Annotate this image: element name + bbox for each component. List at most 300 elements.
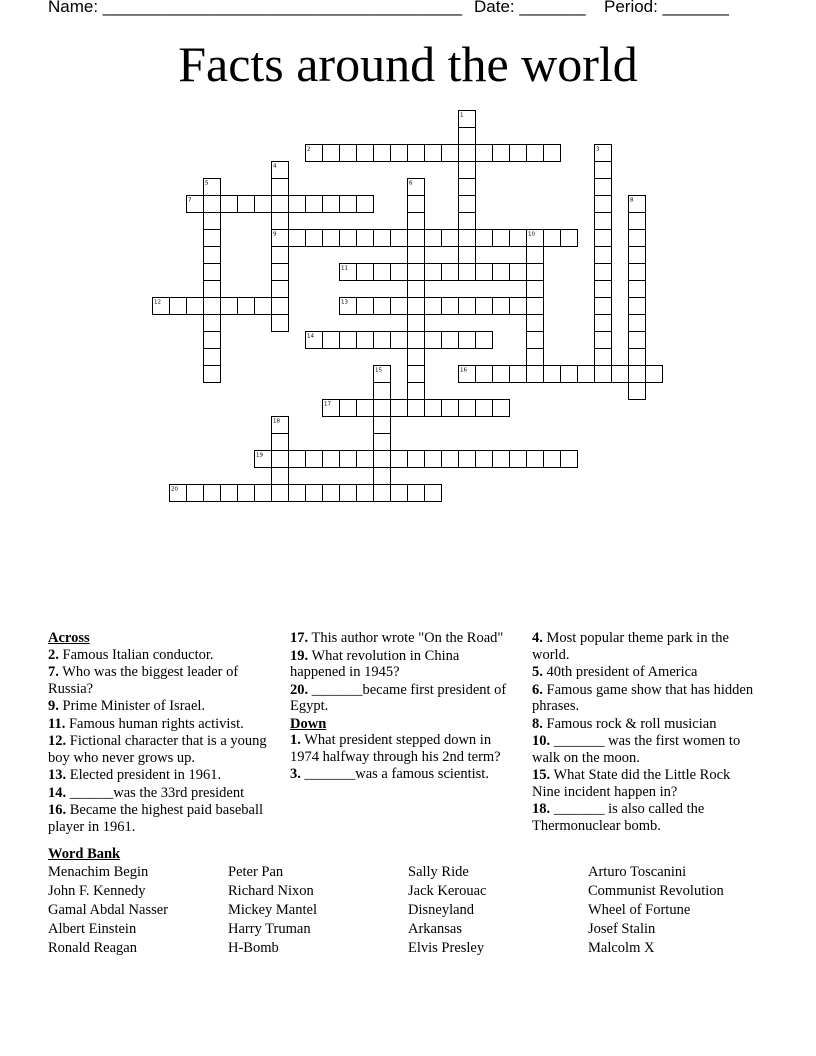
crossword-cell[interactable] (289, 451, 306, 468)
down-heading: Down (290, 715, 327, 732)
crossword-cell[interactable] (272, 247, 289, 264)
crossword-cell[interactable] (425, 451, 442, 468)
crossword-cell[interactable] (340, 145, 357, 162)
crossword-cell[interactable] (272, 451, 289, 468)
crossword-cell[interactable] (306, 230, 323, 247)
crossword-cell[interactable] (391, 400, 408, 417)
crossword-cell[interactable] (289, 485, 306, 502)
crossword-cell[interactable] (510, 298, 527, 315)
crossword-cell[interactable] (204, 247, 221, 264)
clue-text: Most popular theme park in the world. (532, 630, 729, 663)
word-bank-entry: Peter Pan (228, 864, 284, 880)
crossword-cell[interactable] (595, 230, 612, 247)
clue-item (48, 733, 274, 766)
crossword-cell[interactable] (272, 196, 289, 213)
word-bank-entry: Arkansas (408, 921, 462, 937)
clue-item (290, 648, 514, 681)
crossword-cell[interactable] (510, 145, 527, 162)
crossword-cell[interactable] (459, 400, 476, 417)
clue-number: 9. (48, 698, 59, 714)
crossword-cell[interactable] (544, 366, 561, 383)
crossword-cell[interactable] (459, 230, 476, 247)
crossword-cell[interactable] (374, 383, 391, 400)
crossword-cell[interactable] (340, 400, 357, 417)
crossword-cell[interactable] (187, 485, 204, 502)
date-field-label: Date: _______ (474, 0, 586, 16)
crossword-cell[interactable] (391, 145, 408, 162)
cell-number: 4 (273, 163, 277, 170)
crossword-cell[interactable] (425, 400, 442, 417)
crossword-cell[interactable] (306, 485, 323, 502)
clue-number: 4. (532, 630, 543, 646)
crossword-cell[interactable] (340, 230, 357, 247)
clue-text: _______ was the first women to walk on the moon. (532, 733, 741, 766)
clue-item (532, 767, 758, 800)
crossword-cell[interactable] (204, 213, 221, 230)
crossword-cell[interactable] (357, 451, 374, 468)
crossword-cell[interactable] (204, 264, 221, 281)
crossword-cell[interactable] (306, 451, 323, 468)
clue-item (532, 733, 758, 766)
clue-text: Elected president in 1961. (66, 767, 222, 783)
crossword-cell[interactable] (442, 264, 459, 281)
crossword-cell[interactable] (493, 264, 510, 281)
word-bank-entry: H-Bomb (228, 940, 279, 956)
crossword-cell[interactable] (459, 162, 476, 179)
crossword-cell[interactable] (595, 332, 612, 349)
clue-item (48, 664, 274, 697)
clue-number: 1. (290, 732, 301, 748)
crossword-cell[interactable] (442, 451, 459, 468)
crossword-cell[interactable] (476, 451, 493, 468)
crossword-cell[interactable] (476, 332, 493, 349)
clue-item (48, 785, 274, 802)
crossword-cell[interactable] (323, 451, 340, 468)
crossword-cell[interactable] (238, 196, 255, 213)
crossword-cell[interactable] (408, 400, 425, 417)
word-bank-entry: Menachim Begin (48, 864, 149, 880)
crossword-cell[interactable] (374, 332, 391, 349)
crossword-cell[interactable] (374, 264, 391, 281)
clue-text: Famous rock & roll musician (542, 715, 717, 732)
crossword-cell[interactable] (629, 247, 646, 264)
word-bank-entry: Albert Einstein (48, 921, 137, 937)
crossword-cell[interactable] (527, 264, 544, 281)
crossword-cell[interactable] (340, 332, 357, 349)
crossword-cell[interactable] (272, 298, 289, 315)
crossword-cell[interactable] (170, 298, 187, 315)
clue-text: ______was the 33rd president (66, 784, 245, 801)
clue-item (532, 664, 758, 681)
cell-number: 7 (188, 197, 192, 204)
clue-column-3 (532, 630, 758, 835)
crossword-cell[interactable] (442, 298, 459, 315)
crossword-cell[interactable] (459, 298, 476, 315)
word-bank-entry: John F. Kennedy (48, 883, 146, 899)
crossword-cell[interactable] (272, 264, 289, 281)
crossword-cell[interactable] (272, 434, 289, 451)
crossword-cell[interactable] (442, 145, 459, 162)
crossword-cell[interactable] (374, 485, 391, 502)
crossword-cell[interactable] (357, 332, 374, 349)
crossword-cell[interactable] (357, 400, 374, 417)
crossword-cell[interactable] (204, 332, 221, 349)
word-bank-entry: Ronald Reagan (48, 940, 137, 956)
cell-number: 19 (256, 452, 263, 459)
crossword-cell[interactable] (510, 230, 527, 247)
clue-number: 2. (48, 646, 59, 663)
crossword-cell[interactable] (595, 264, 612, 281)
crossword-cell[interactable] (527, 366, 544, 383)
crossword-cell[interactable] (323, 485, 340, 502)
word-bank-entry: Arturo Toscanini (588, 864, 687, 880)
crossword-cell[interactable] (527, 349, 544, 366)
down-clue-list-2 (532, 630, 758, 834)
crossword-cell[interactable] (255, 298, 272, 315)
crossword-cell[interactable] (442, 230, 459, 247)
crossword-cell[interactable] (357, 196, 374, 213)
cell-number: 3 (596, 146, 600, 153)
crossword-cell[interactable] (476, 145, 493, 162)
crossword-cell[interactable] (476, 400, 493, 417)
clue-text: _______became first president of Egypt. (290, 681, 507, 714)
crossword-cell[interactable] (204, 196, 221, 213)
crossword-cell[interactable] (408, 230, 425, 247)
crossword-cell[interactable] (561, 230, 578, 247)
crossword-cell[interactable] (595, 213, 612, 230)
crossword-cell[interactable] (476, 298, 493, 315)
clue-number: 5. (532, 664, 543, 680)
clue-number: 18. (532, 801, 551, 817)
crossword-cell[interactable] (204, 485, 221, 502)
crossword-cell[interactable] (629, 213, 646, 230)
crossword-cell[interactable] (272, 179, 289, 196)
crossword-cell[interactable] (408, 247, 425, 264)
cell-number: 16 (460, 367, 467, 374)
crossword-cell[interactable] (476, 366, 493, 383)
crossword-cell[interactable] (306, 196, 323, 213)
crossword-cell[interactable] (408, 196, 425, 213)
crossword-cell[interactable] (408, 332, 425, 349)
crossword-cell[interactable] (493, 366, 510, 383)
crossword-cell[interactable] (629, 366, 646, 383)
word-bank-entry: Gamal Abdal Nasser (48, 902, 168, 918)
crossword-cell[interactable] (374, 451, 391, 468)
cell-number: 12 (154, 299, 161, 306)
crossword-cell[interactable] (510, 451, 527, 468)
crossword-cell[interactable] (374, 400, 391, 417)
crossword-cell[interactable] (408, 383, 425, 400)
clue-text: Became the highest paid baseball player in 1961. (48, 802, 264, 835)
clue-number: 16. (48, 802, 67, 818)
cell-number: 15 (375, 367, 382, 374)
crossword-cell[interactable] (459, 179, 476, 196)
clue-item (290, 732, 514, 765)
clue-column-2 (290, 630, 514, 784)
cell-number: 17 (324, 401, 331, 408)
crossword-cell[interactable] (374, 230, 391, 247)
crossword-cell[interactable] (493, 145, 510, 162)
word-bank-entry: Wheel of Fortune (588, 902, 691, 918)
crossword-cell[interactable] (595, 315, 612, 332)
clue-text: Famous game show that has hidden phrases. (532, 681, 754, 714)
crossword-cell[interactable] (595, 298, 612, 315)
clue-number: 7. (48, 664, 59, 680)
crossword-cell[interactable] (646, 366, 663, 383)
clue-item (48, 647, 274, 664)
clue-number: 19. (290, 647, 309, 664)
crossword-cell[interactable] (459, 264, 476, 281)
crossword-cell[interactable] (323, 332, 340, 349)
crossword-cell[interactable] (442, 400, 459, 417)
crossword-cell[interactable] (527, 281, 544, 298)
across-clue-list-2 (290, 630, 514, 715)
crossword-cell[interactable] (391, 485, 408, 502)
crossword-cell[interactable] (323, 196, 340, 213)
clue-number: 11. (48, 715, 66, 732)
down-clue-list-1 (290, 732, 514, 783)
crossword-cell[interactable] (187, 298, 204, 315)
clue-column-1 (48, 630, 274, 836)
crossword-cell[interactable] (238, 485, 255, 502)
clue-text: _______was a famous scientist. (300, 766, 489, 782)
crossword-cell[interactable] (374, 434, 391, 451)
cell-number: 13 (341, 299, 348, 306)
crossword-cell[interactable] (289, 230, 306, 247)
clue-text: Prime Minister of Israel. (58, 698, 206, 714)
crossword-cell[interactable] (425, 230, 442, 247)
crossword-cell[interactable] (595, 247, 612, 264)
crossword-cell[interactable] (459, 451, 476, 468)
crossword-cell[interactable] (255, 485, 272, 502)
name-field-label: Name: ______________________________________ (48, 0, 463, 16)
crossword-cell[interactable] (629, 383, 646, 400)
crossword-cell[interactable] (629, 281, 646, 298)
clue-number: 3. (290, 766, 301, 782)
cell-number: 5 (205, 180, 209, 187)
crossword-cell[interactable] (629, 315, 646, 332)
period-field-label: Period: _______ (604, 0, 729, 16)
crossword-cell[interactable] (374, 417, 391, 434)
clue-number: 12. (48, 733, 67, 749)
clue-number: 20. (290, 681, 309, 698)
cell-number: 20 (171, 486, 178, 493)
crossword-cell[interactable] (323, 145, 340, 162)
clue-number: 13. (48, 767, 67, 783)
crossword-cell[interactable] (493, 298, 510, 315)
word-bank (48, 864, 788, 964)
clue-item (48, 767, 274, 784)
clue-item (532, 801, 758, 834)
crossword-cell[interactable] (391, 298, 408, 315)
crossword-cell[interactable] (595, 281, 612, 298)
crossword-cell[interactable] (459, 213, 476, 230)
clue-item (532, 682, 758, 715)
crossword-cell[interactable] (612, 366, 629, 383)
crossword-cell[interactable] (357, 298, 374, 315)
crossword-cell[interactable] (544, 145, 561, 162)
crossword-cell[interactable] (408, 213, 425, 230)
crossword-cell[interactable] (493, 400, 510, 417)
crossword-cell[interactable] (425, 264, 442, 281)
clue-number: 10. (532, 733, 551, 749)
crossword-cell[interactable] (408, 281, 425, 298)
crossword-cell[interactable] (459, 247, 476, 264)
word-bank-entry: Elvis Presley (408, 940, 485, 956)
crossword-cell[interactable] (221, 298, 238, 315)
crossword-cell[interactable] (408, 349, 425, 366)
cell-number: 1 (460, 112, 464, 119)
crossword-cell[interactable] (408, 315, 425, 332)
crossword-cell[interactable] (425, 485, 442, 502)
word-bank-entry: Disneyland (408, 902, 475, 918)
clue-text: This author wrote "On the Road" (308, 630, 504, 646)
word-bank-entry: Malcolm X (588, 940, 655, 956)
crossword-cell[interactable] (493, 451, 510, 468)
cell-number: 10 (528, 231, 535, 238)
clue-text: _______ is also called the Thermonuclear bomb. (532, 801, 705, 834)
cell-number: 8 (630, 197, 634, 204)
crossword-cell[interactable] (408, 145, 425, 162)
crossword-cell[interactable] (459, 196, 476, 213)
crossword-cell[interactable] (408, 298, 425, 315)
cell-number: 18 (273, 418, 280, 425)
word-bank-entry: Josef Stalin (588, 921, 656, 937)
crossword-cell[interactable] (595, 366, 612, 383)
crossword-cell[interactable] (510, 264, 527, 281)
crossword-cell[interactable] (357, 145, 374, 162)
crossword-cell[interactable] (391, 332, 408, 349)
clue-text: What State did the Little Rock Nine incident happen in? (532, 767, 731, 800)
crossword-cell[interactable] (357, 485, 374, 502)
clue-text: Famous human rights activist. (65, 715, 244, 732)
crossword-cell[interactable] (561, 451, 578, 468)
word-bank-entry: Sally Ride (408, 864, 469, 880)
crossword-cell[interactable] (459, 332, 476, 349)
clue-text: What revolution in China happened in 1945? (290, 647, 460, 680)
crossword-cell[interactable] (391, 264, 408, 281)
crossword-cell[interactable] (578, 366, 595, 383)
crossword-cell[interactable] (272, 485, 289, 502)
crossword-cell[interactable] (391, 230, 408, 247)
crossword-cell[interactable] (289, 196, 306, 213)
cell-number: 11 (341, 265, 348, 272)
crossword-cell[interactable] (204, 315, 221, 332)
crossword-cell[interactable] (408, 451, 425, 468)
crossword-cell[interactable] (527, 451, 544, 468)
crossword-cell[interactable] (425, 332, 442, 349)
crossword-cell[interactable] (629, 349, 646, 366)
crossword-cell[interactable] (544, 451, 561, 468)
across-heading: Across (48, 630, 90, 646)
word-bank-entry: Communist Revolution (588, 883, 724, 899)
clue-item (290, 766, 514, 783)
crossword-cell[interactable] (408, 366, 425, 383)
crossword-cell[interactable] (510, 366, 527, 383)
clue-text: Fictional character that is a young boy who never grows up. (48, 733, 267, 766)
crossword-cell[interactable] (476, 230, 493, 247)
crossword-cell[interactable] (408, 485, 425, 502)
crossword-cell[interactable] (357, 230, 374, 247)
crossword-cell[interactable] (272, 468, 289, 485)
crossword-cell[interactable] (527, 145, 544, 162)
crossword-cell[interactable] (442, 332, 459, 349)
crossword-cell[interactable] (595, 349, 612, 366)
clue-number: 15. (532, 767, 551, 783)
word-bank-entry: Mickey Mantel (228, 902, 317, 918)
crossword-cell[interactable] (527, 332, 544, 349)
crossword-cell[interactable] (476, 264, 493, 281)
crossword-cell[interactable] (374, 145, 391, 162)
cell-number: 14 (307, 333, 314, 340)
crossword-cell[interactable] (595, 179, 612, 196)
crossword-cell[interactable] (221, 485, 238, 502)
crossword-grid (0, 0, 816, 520)
crossword-cell[interactable] (527, 315, 544, 332)
word-bank-entry: Jack Kerouac (408, 883, 487, 899)
crossword-cell[interactable] (204, 298, 221, 315)
crossword-cell[interactable] (527, 298, 544, 315)
crossword-cell[interactable] (459, 145, 476, 162)
crossword-cell[interactable] (595, 196, 612, 213)
crossword-cell[interactable] (629, 230, 646, 247)
crossword-cell[interactable] (595, 162, 612, 179)
clue-number: 6. (532, 681, 543, 698)
clue-item (290, 682, 514, 715)
crossword-cell[interactable] (629, 264, 646, 281)
crossword-cell[interactable] (272, 315, 289, 332)
crossword-cell[interactable] (272, 213, 289, 230)
crossword-cell[interactable] (629, 298, 646, 315)
clue-text: What president stepped down in 1974 halfway through his 2nd term? (290, 732, 501, 765)
crossword-cell[interactable] (238, 298, 255, 315)
crossword-cell[interactable] (544, 230, 561, 247)
crossword-cell[interactable] (425, 298, 442, 315)
crossword-cell[interactable] (221, 196, 238, 213)
crossword-cell[interactable] (527, 247, 544, 264)
crossword-cell[interactable] (561, 366, 578, 383)
crossword-cell[interactable] (374, 468, 391, 485)
crossword-cell[interactable] (204, 366, 221, 383)
crossword-cell[interactable] (425, 145, 442, 162)
crossword-cell[interactable] (204, 349, 221, 366)
word-bank-title: Word Bank (48, 846, 121, 862)
cell-number: 9 (273, 231, 277, 238)
clue-text: 40th president of America (542, 664, 698, 680)
crossword-cell[interactable] (340, 196, 357, 213)
crossword-cell[interactable] (408, 264, 425, 281)
crossword-cell[interactable] (493, 230, 510, 247)
across-clue-list-1 (48, 647, 274, 836)
clue-number: 17. (290, 630, 309, 646)
cell-number: 6 (409, 180, 413, 187)
crossword-cell[interactable] (340, 451, 357, 468)
crossword-cell[interactable] (204, 230, 221, 247)
clue-text: Famous Italian conductor. (58, 646, 214, 663)
crossword-cell[interactable] (323, 230, 340, 247)
crossword-cell[interactable] (391, 451, 408, 468)
crossword-cell[interactable] (204, 281, 221, 298)
crossword-cell[interactable] (272, 281, 289, 298)
clue-item (48, 716, 274, 733)
crossword-cell[interactable] (629, 332, 646, 349)
crossword-cell[interactable] (255, 196, 272, 213)
crossword-cell[interactable] (374, 298, 391, 315)
crossword-cell[interactable] (340, 485, 357, 502)
clue-item (48, 698, 274, 715)
crossword-cell[interactable] (357, 264, 374, 281)
crossword-cell[interactable] (459, 128, 476, 145)
